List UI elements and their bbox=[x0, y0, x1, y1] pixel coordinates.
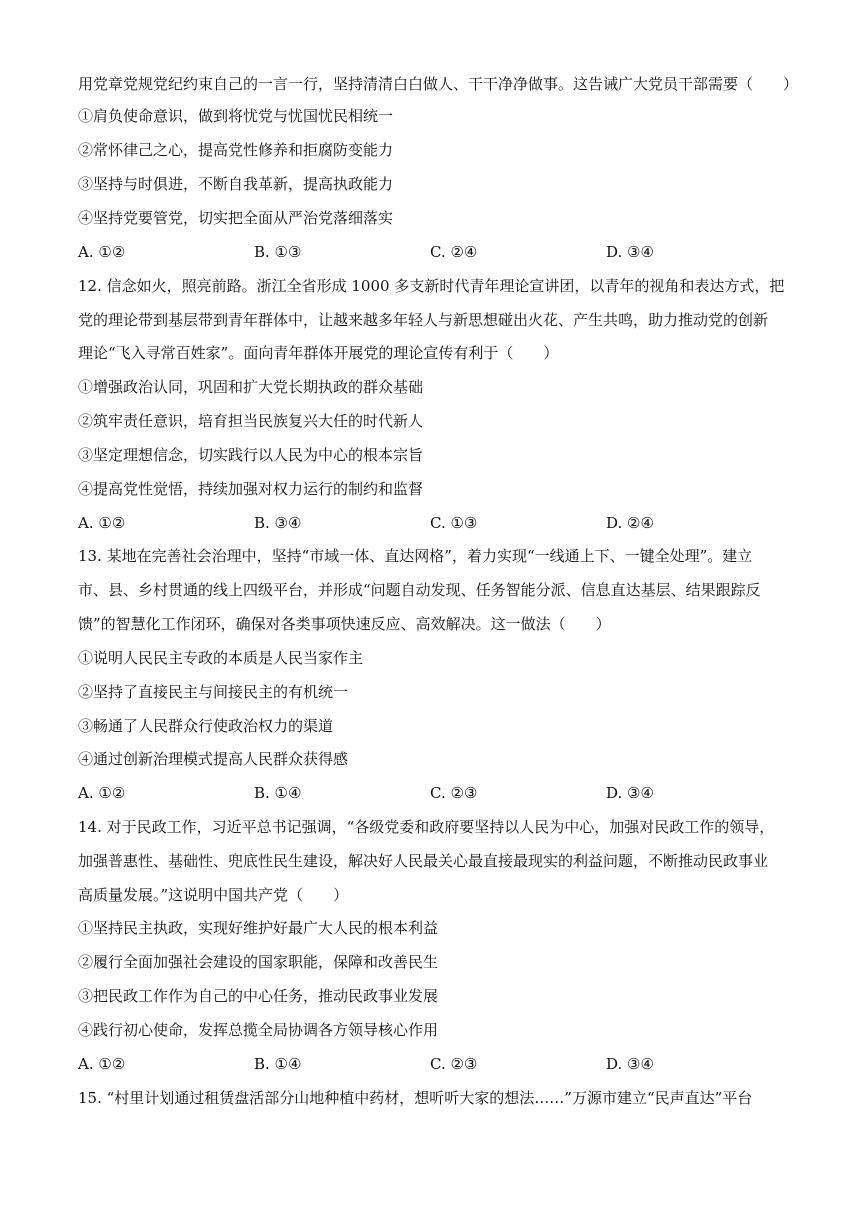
q12-option-d: D. ②④ bbox=[606, 514, 654, 532]
q12-option-b: B. ③④ bbox=[254, 514, 302, 532]
q11-option-d: D. ③④ bbox=[606, 243, 654, 261]
q12-statement-4: ④提高党性觉悟，持续加强对权力运行的制约和监督 bbox=[78, 480, 424, 498]
q12-statement-2: ②筑牢责任意识，培育担当民族复兴大任的时代新人 bbox=[78, 412, 424, 430]
q11-statement-2: ②常怀律己之心，提高党性修养和拒腐防变能力 bbox=[78, 141, 394, 159]
q12-option-c: C. ①③ bbox=[430, 514, 478, 532]
q14-statement-1: ①坚持民主执政，实现好维护好最广大人民的根本利益 bbox=[78, 919, 439, 937]
q14-stem-line-1: 14. 对于民政工作，习近平总书记强调，“各级党委和政府要坚持以人民为中心，加强对民政工作的领导， bbox=[78, 818, 775, 836]
q14-option-a: A. ①② bbox=[78, 1055, 126, 1073]
q11-stem-line: 用党章党规党纪约束自己的一言一行，坚持清清白白做人、干干净净做事。这告诫广大党员干部需要（ ） bbox=[78, 75, 799, 93]
q11-option-b: B. ①③ bbox=[254, 243, 302, 261]
q13-statement-2: ②坚持了直接民主与间接民主的有机统一 bbox=[78, 683, 349, 701]
q13-stem-line-1: 13. 某地在完善社会治理中，坚持“市域一体、直达网格”，着力实现“一线通上下、一键全处理”。建立 bbox=[78, 547, 753, 565]
q12-stem-line-2: 党的理论带到基层带到青年群体中，让越来越多年轻人与新思想碰出火花、产生共鸣，助力推动党的创新 bbox=[78, 311, 769, 329]
q13-statement-4: ④通过创新治理模式提高人民群众获得感 bbox=[78, 750, 349, 768]
q13-option-b: B. ①④ bbox=[254, 784, 302, 802]
q14-option-d: D. ③④ bbox=[606, 1055, 654, 1073]
q13-option-d: D. ③④ bbox=[606, 784, 654, 802]
q14-statement-4: ④践行初心使命，发挥总揽全局协调各方领导核心作用 bbox=[78, 1021, 439, 1039]
q13-statement-1: ①说明人民民主专政的本质是人民当家作主 bbox=[78, 649, 364, 667]
q13-option-a: A. ①② bbox=[78, 784, 126, 802]
q14-statement-3: ③把民政工作作为自己的中心任务，推动民政事业发展 bbox=[78, 987, 439, 1005]
q12-statement-3: ③坚定理想信念，切实践行以人民为中心的根本宗旨 bbox=[78, 446, 424, 464]
q14-stem-line-3: 高质量发展。”这说明中国共产党（ ） bbox=[78, 886, 349, 904]
q11-option-c: C. ②④ bbox=[430, 243, 478, 261]
q15-stem-line-1: 15. “村里计划通过租赁盘活部分山地种植中药材，想听听大家的想法……”万源市建立“民声直达”平台 bbox=[78, 1089, 753, 1107]
q14-stem-line-2: 加强普惠性、基础性、兜底性民生建设，解决好人民最关心最直接最现实的利益问题，不断推动民政事业 bbox=[78, 852, 769, 870]
q13-option-c: C. ②③ bbox=[430, 784, 478, 802]
q12-option-a: A. ①② bbox=[78, 514, 126, 532]
q12-statement-1: ①增强政治认同，巩固和扩大党长期执政的群众基础 bbox=[78, 378, 424, 396]
q13-stem-line-2: 市、县、乡村贯通的线上四级平台，并形成“问题自动发现、任务智能分派、信息直达基层、结果跟踪反 bbox=[78, 581, 761, 599]
q12-stem-line-1: 12. 信念如火，照亮前路。浙江全省形成 1000 多支新时代青年理论宣讲团，以青年的视角和表达方式，把 bbox=[78, 277, 785, 295]
q14-statement-2: ②履行全面加强社会建设的国家职能，保障和改善民生 bbox=[78, 953, 439, 971]
q13-statement-3: ③畅通了人民群众行使政治权力的渠道 bbox=[78, 717, 334, 735]
q11-statement-3: ③坚持与时俱进，不断自我革新，提高执政能力 bbox=[78, 175, 394, 193]
q11-statement-4: ④坚持党要管党，切实把全面从严治党落细落实 bbox=[78, 209, 394, 227]
q11-statement-1: ①肩负使命意识，做到将忧党与忧国忧民相统一 bbox=[78, 107, 394, 125]
q13-stem-line-3: 馈”的智慧化工作闭环，确保对各类事项快速反应、高效解决。这一做法（ ） bbox=[78, 615, 611, 633]
q12-stem-line-3: 理论“飞入寻常百姓家”。面向青年群体开展党的理论宣传有利于（ ） bbox=[78, 344, 559, 362]
q11-option-a: A. ①② bbox=[78, 243, 126, 261]
q14-option-b: B. ①④ bbox=[254, 1055, 302, 1073]
q14-option-c: C. ②③ bbox=[430, 1055, 478, 1073]
